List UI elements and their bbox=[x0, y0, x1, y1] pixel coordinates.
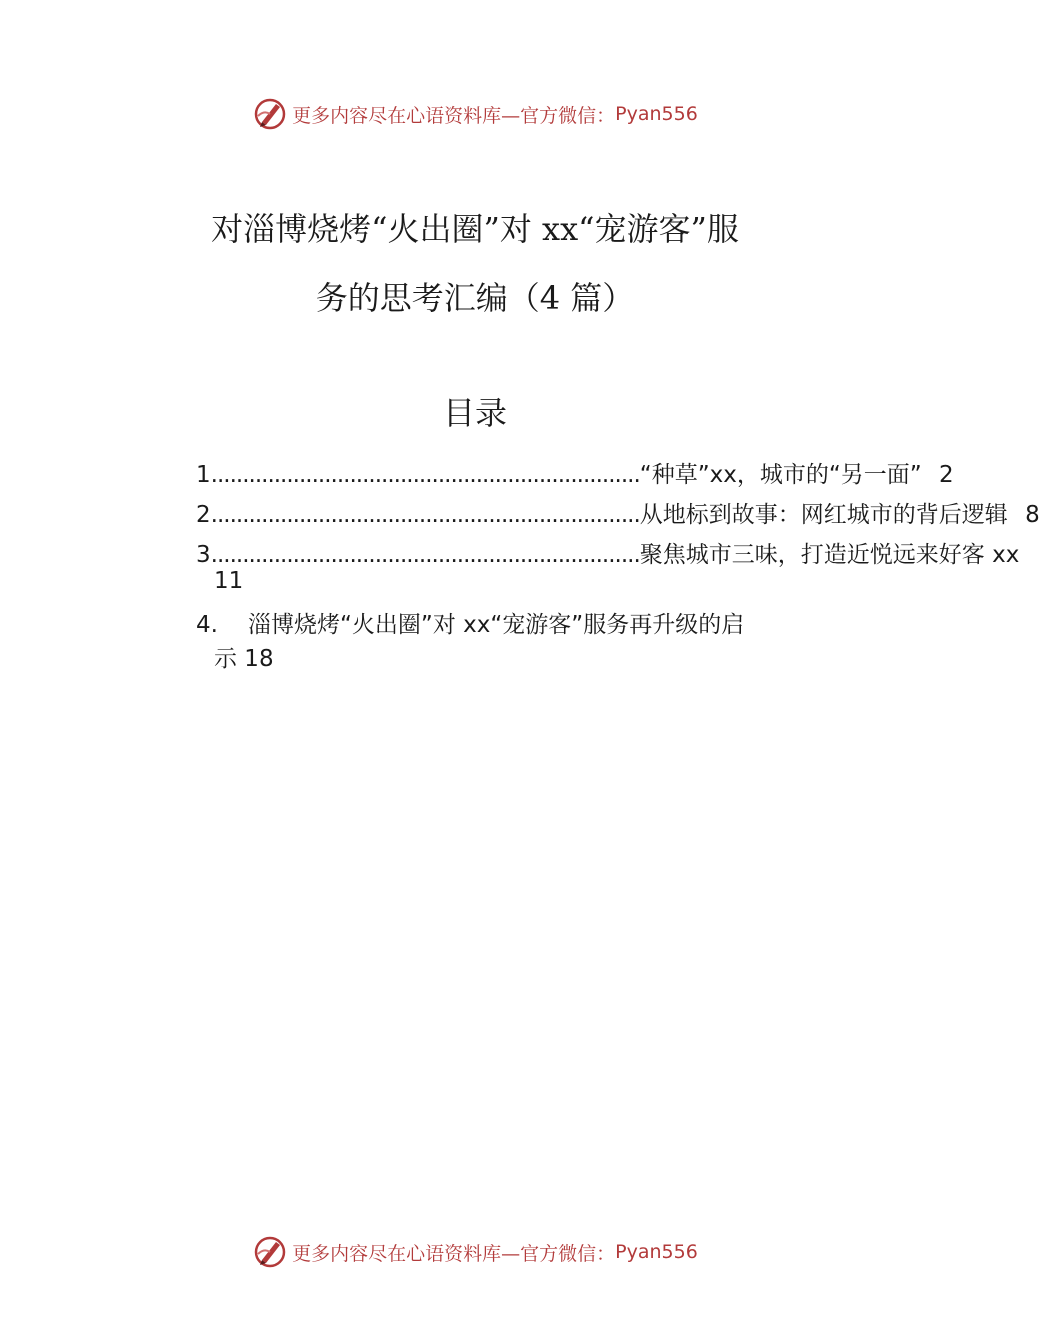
toc-item-3[interactable] bbox=[196, 536, 1020, 570]
toc-item-title: “种草”xx，城市的“另一面” bbox=[639, 462, 922, 488]
toc-item-number: 1 bbox=[196, 462, 211, 488]
pen-logo-icon bbox=[252, 1234, 288, 1270]
toc-leader-dots: .................................................................... bbox=[210, 542, 640, 568]
toc-leader-dots: .................................................................... bbox=[210, 502, 640, 528]
toc-item-page: 8 bbox=[1025, 502, 1040, 528]
document-title-line-1: 对淄博烧烤“火出圈”对 xx“宠游客”服 bbox=[211, 210, 739, 248]
toc-item-2[interactable] bbox=[196, 496, 1040, 530]
toc-item-title: 从地标到故事：网红城市的背后逻辑 bbox=[639, 502, 1008, 528]
pen-logo-icon bbox=[252, 96, 288, 132]
document-title-line-2: 务的思考汇编（4 篇） bbox=[315, 279, 635, 317]
toc-item-1[interactable] bbox=[196, 456, 954, 490]
toc-item-4-continuation: 示 18 bbox=[214, 646, 274, 672]
toc-item-number: 2 bbox=[196, 502, 211, 528]
header-banner bbox=[0, 94, 950, 134]
footer-banner bbox=[0, 1232, 950, 1272]
toc-item-number: 4. bbox=[196, 612, 218, 638]
toc-leader-dots: .................................................................... bbox=[210, 462, 640, 488]
toc-item-3-page: 11 bbox=[214, 568, 244, 594]
toc-item-page: 2 bbox=[939, 462, 954, 488]
banner-text: 更多内容尽在心语资料库—官方微信： bbox=[292, 104, 616, 127]
toc-item-number: 3 bbox=[196, 542, 211, 568]
banner-text: 更多内容尽在心语资料库—官方微信： bbox=[292, 1242, 616, 1265]
banner-wechat-id: Pyan556 bbox=[615, 103, 698, 125]
toc-item-title: 淄博烧烤“火出圈”对 xx“宠游客”服务再升级的启 bbox=[248, 612, 745, 638]
banner-wechat-id: Pyan556 bbox=[615, 1241, 698, 1263]
toc-item-title: 聚焦城市三味，打造近悦远来好客 xx bbox=[639, 542, 1020, 568]
toc-heading: 目录 bbox=[442, 394, 507, 432]
toc-item-4[interactable] bbox=[196, 606, 842, 640]
